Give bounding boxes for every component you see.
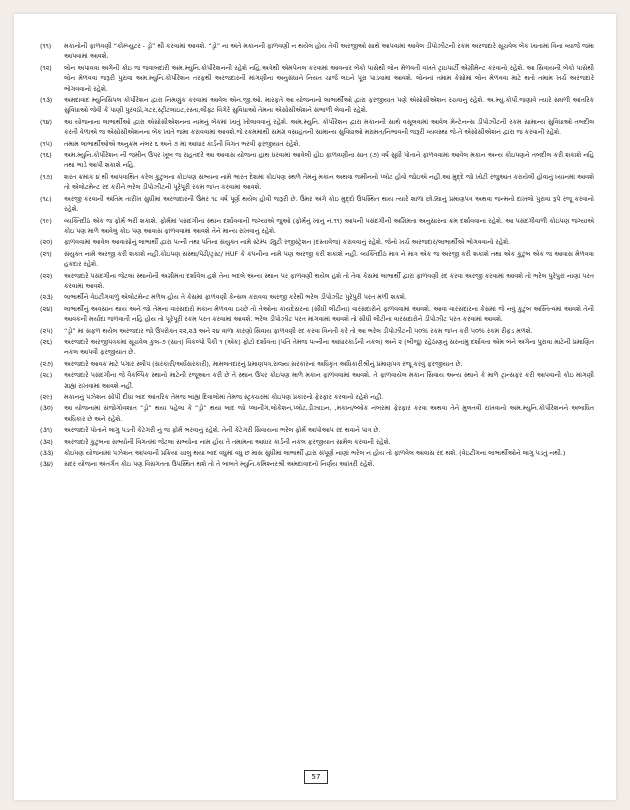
rule-text: મકાનનું પઝેશન સોંપી દીધા બાદ આંતરિક તેમજ બાહ્ય દિવાલોમાં તેમજ સ્ટ્રક્ચરમાં કોઇપણ પ્રકારનો ફેરફાર કરવાનો રહેશે નહીં. <box>64 394 384 401</box>
rule-item <box>40 449 594 459</box>
rule-text: તમામ લાભાર્થીઓએ અનુક્રમ નંબર ૬ અને ૭ માં આધાર કાર્ડની વિગત ભરવી ફરજીયાત રહેશે. <box>64 140 301 148</box>
rule-item <box>40 96 594 117</box>
rule-number: (૧૯) <box>40 217 52 225</box>
rule-number: (૧૨) <box>40 64 52 72</box>
rule-item <box>40 460 594 470</box>
rule-text: અરજદારે પોતાને લાગુ પડતી કેટેગરી નું જ ફોર્મ ભરવાનું રહેશે. તેની કેટેગરી સિવાયના ભરેલ ફોર્મ આપોઆપ રદ થવાને પાત્ર છે. <box>64 427 381 435</box>
rule-item <box>40 338 594 359</box>
rule-item <box>40 151 594 172</box>
rule-item <box>40 426 594 436</box>
rule-text: લોન અપાવવા અંગેની કોઇ જ જવાબદારી અમ.મ્યુનિ.કોર્પોરેશનની રહેશે નહિ.અત્રેથી એમપેનલ કરવામાં આવનાર બેંકો પાસેથી લોન મેળવતી વખતે ટ્રાઇપાર્ટી એગ્રીમેન્ટ કરવાનો રહેશે. આ સિવાયની બેંકો પાસેથી લોન મેળવવા જરૂરી પુરાવા અમ.મ્યુનિ.કોર્પોરેશન તરફથી અરજદારની માંગણીના અનુસંધાને નિયત ચાર્જ લઇને પૂરા પાડવામાં આવશે. લોનનાં તમામ કેસોમાં લોન મેળવવા માટે થતો તમામ ખર્ચ અરજદારે ભોગવવાનો રહેશે. <box>64 64 594 93</box>
rule-number: (૧૩) <box>40 97 53 105</box>
rule-number: (૩૩) <box>40 450 54 458</box>
rule-number: (૨૨) <box>40 272 53 280</box>
page-number: 57 <box>304 770 328 784</box>
rule-number: (૨૧) <box>40 250 52 258</box>
document-page <box>14 14 616 800</box>
rule-text: અમ.મ્યુનિ.કોર્પોરેશન ની જમીન ઉપર ખૂબ જ રાહતદરે આ આવાસ યોજના હાથ ધરવામાં આવેલી હોઇ ફાળવણીના સાત (૭) વર્ષ સુધી પોતાને ફાળવવામાં આવેલ મકાન અન્ય કોઇપણને તબદીલ કરી શકાશે નહિ તથા ભાડે આપી શકાશે નહિ. <box>64 152 594 170</box>
rule-item <box>40 305 594 326</box>
rule-text: આ યોજનાના લાભાર્થીઓ દ્વારા એસોસીએશનના નામનું બેંકમાં ખાતું ખોલાવવાનું રહેશે. અમ.મ્યુનિ. કોર્પોરેશન દ્વારા મકાનની સાથે વસૂલવામાં આવેલ મેન્ટેનન્સ ડીપોઝીટની રકમ સામાન્ય સુવિધાઓ તબદીલ કરતી વેળાએ જ એસોસીએશનના બેંક ખાતે જમા કરાવવામાં આવશે.જે રકમમાંથી સમગ્ર વસાહતની સામાન્ય સુવિધાઓ મરામત/નિભાવની જરૂરી વ્યવસ્થા જે-તે એસોસીએશન દ્વારા જ કરવાની રહેશે. <box>64 118 594 137</box>
rule-number: (૨૫) <box>40 327 53 335</box>
rule-number: (૨૪) <box>40 305 53 313</box>
rule-text: અરજી કરવાની અંતિમ તારીખ સુધીમાં અરજદારની ઉંમર ૧૮ વર્ષ પૂર્ણ થયેલ હોવી જરૂરી છે. ઉંમર અંગે કોઇ મુદ્દો ઉપસ્થિત થાય ત્યારે શાળા છોડ્યાનું પ્રમાણપત્ર અથવા જન્મનો દાખલો પુરાવા રૂપે રજૂ કરવાનો રહેશે. <box>64 195 594 214</box>
rule-item <box>40 327 594 337</box>
terms-list <box>40 42 594 472</box>
rule-text: અમદાવાદ મ્યુનિસિપલ કોર્પોરેશન દ્વારા નિમણુંક કરવામાં આવેલ એન.જી.ઓ. મારફતે આ યોજનાનો લાભાર્થીઓ દ્વારા ફરજીયાત પણે એસોસીએશન રચવાનું રહેશે. અ.મ્યુ.કોર્પો.જણાવે ત્યારે સઘળી આંતરિક સુવિધાઓ જેવી કે પાણી પુરવઠો,ગટર,સ્ટ્રીટલાઇટ,રસ્તા,લીફ્ટ વિગેરે સુવિધાઓ તેમના એસોસીએશને સંભાળી લેવાની રહેશે. <box>64 97 594 115</box>
rule-text: આ યોજનામાં સંજોગોવશાત “ડ્રો” થયા પહેલા કે “ડ્રો” થયા બાદ જો પ્લાનીંગ,લોકેશન,પ્લોટ,ડીઝાઇન, ,મકાન/બ્લોક નંબરમાં ફેરફાર કરવા અથવા તેને મુલતવી રાખવાનો અમ.મ્યુનિ.કોર્પોરેશનને અબાધિત અધિકાર છે અને રહેશે. <box>64 405 594 423</box>
rule-item <box>40 293 594 303</box>
rule-item <box>40 140 594 150</box>
rule-number: (૩૨) <box>40 438 53 446</box>
rule-text: શરત ક્રમાંક ૪ થી આપવાથિત કરેલ કુટુંબના કોઇપણ સભ્યના નામે ભારત દેશમાં કોઇપણ સ્થળે તેમનું મકાન અથવા જમીનનો પ્લોટ હોવો જોઇએ નહીં.આ મુદ્દે જો ખોટી રજુઆત કરાયેલી હોવાનું ધ્યાનમાં આવશે તો એલોટમેન્ટ રદ કરીને ભરેલ ડીપોઝીટની પૂરેપૂરી રકમ જપ્ત કરવામાં આવશે. <box>64 173 594 192</box>
rule-item <box>40 393 594 403</box>
rule-number: (૨૯) <box>40 394 53 401</box>
rule-number: (૨૩) <box>40 294 53 302</box>
rule-item <box>40 272 594 293</box>
rule-text: અરજદારે કુટુંબના સભ્યોની વિગતમાં જેટલા સભ્યોના નામ હોય તે તમામના આધાર કાર્ડની નકલ ફરજીયાત સામેલ કરવાની રહેશે. <box>64 438 391 446</box>
rule-number: (૨૮) <box>40 372 53 380</box>
rule-number: (૨૦) <box>40 239 53 247</box>
rule-number: (૩૦) <box>40 405 53 413</box>
rule-text: લાભાર્થીને વેઇટીંગવાળું એલોટમેન્ટ મળેલ હોય તે કેસમાં ફાળવણી કેન્સલ કરાવવા અરજી કરેથી ભરેલ ડીપોઝીટ પુરેપુરી પરત મળી શકશે. <box>64 294 407 302</box>
rule-number: (૩૧) <box>40 427 53 435</box>
rule-text: અરજદારે પસંદગીના જે વૈકલ્પિક સ્થાનો માટેની રજૂઆત કરી છે તે સ્થાન ઉપર કોઇપણ માળે મકાન ફાળવવામાં આવશે. તે ફાળવાયેલ મકાન સિવાય અન્ય સ્થાને કે માળે ટ્રાન્સફર કરી આપવાની કોઇ માંગણી ગ્રાહ્ય રાખવામાં આવશે નહીં. <box>64 372 594 390</box>
rule-item <box>40 371 594 392</box>
rule-item <box>40 404 594 425</box>
rule-item <box>40 195 594 216</box>
rule-text: સંયુક્ત નામે અરજી કરી શકાશે નહીં.કોઇપણ સંસ્થા/પેઢી/ટ્રસ્ટ/ HUF કે કંપનીના નામે પણ અરજી કરી શકાશે નહીં. વ્યક્તિદીઠ માત્ર ને માત્ર એક જ અરજી કરી શકાશે તથા એક કુટુંબ એક જ આવાસ મેળવવા હકદાર રહેશે. <box>64 250 594 269</box>
rule-text: અરજદારે આવક માટે પગાર સ્લીપ (સરકારી/અર્ધસરકારી), મામલતદારનું પ્રમાણપત્ર,રાજ્ય સરકારનાં અધિકૃત અધિકારીશ્રીનું પ્રમાણપત્ર રજૂ કરવું ફરજીયાત છે. <box>64 360 463 368</box>
rule-item <box>40 64 594 95</box>
rule-text: વ્યક્તિદીઠ એક જ ફોર્મ ભરી શકાશે. ફોર્મમાં પસંદગીના સ્થાન દર્શાવવાની જગ્યાએ જુઓ (ફોર્મનું ખાનું નં.૧૧) આપની પસંદગીની અગ્રિમતા અનુસારના ક્રમ દર્શાવવાના રહેશે. આ પસંદગીવાળી કોઇપણ જગ્યાએ કોઇ પણ માળે આવેલું કોઇ પણ આવાસ ફાળવવામાં આવશે તેને માન્ય રાખવાનું રહેશે. <box>64 217 594 235</box>
rule-number: (૨૭) <box>40 360 54 368</box>
rule-item <box>40 118 594 139</box>
rule-text: અરજદારે પસંદગીના જેટલા સ્થાનોની અગ્રીમતા દર્શાવેલ હશે તેના બદલે અન્ય સ્થાન પર ફાળવણી થયેલ હશે તો તેવા કેસમાં લાભાર્થી દ્વારા ફાળવણી રદ કરવા અરજી કરવામાં આવશે તો ભરેલ પુરેપુરાં નાણાં પરત કરવામાં આવશે. <box>64 272 594 290</box>
rule-text: મકાનોની ફાળવણી “કોમ્પ્યુટર - ડ્રો” થી કરવામાં આવશે. “ડ્રો” ના અંતે મકાનની ફાળવણી ન થયેલ હોય તેવી અરજીઓ સાથે આપવામાં આવેલ ડીપોઝીટની રકમ અરજદારે સૂચવેલ બેંક ખાતામાં વિના વ્યાજે જમા આપવામાં આવશે. <box>64 43 594 61</box>
rule-number: (૧૮) <box>40 195 52 203</box>
rule-text: લાભાર્થીનું અવસાન થાય અને જો તેમના વારસદારો મકાન મેળવવા ઇચ્છે તો તેઓના કાયદેસરના (સીધી લીટીના) વારસદારોને ફાળવવામાં આવશે. આવા વારસદારના કેસમાં જે નવું કુટુંબ અસ્તિત્વમાં આવશે તેની આવકની મર્યાદા જળવાતી નહિ હોય તો પૂરેપૂરી રકમ પરત કરવામાં આવશે. ભરેલ ડીપોઝીટ પરત માંગવામાં આવશે તો સીધી લીટીના વારસદારોને ડીપોઝીટ પરત કરવામાં આવશે. <box>64 305 594 324</box>
rule-item <box>40 42 594 63</box>
rule-number: (૩૪) <box>40 461 54 469</box>
rule-number: (૨૬) <box>40 338 53 346</box>
rule-text: અરજદારે અરજીપત્રકમાં સૂચવેલ કુલ-૭ (સાત) વિકલ્પો પૈકી ૧ (એક) ફોટો દર્શાવતા (પતિ તેમજ પત્નીના આધારકાર્ડની નકલ) અને ૨ (બીજું) રહેઠાણનું સરનામું દર્શાવતા એમ બંને અંગેના પુરાવા માટેની પ્રમાણિત નકલ આપવી ફરજીયાત છે. <box>64 338 594 357</box>
rule-number: (૧૭) <box>40 173 53 181</box>
rule-number: (૧૬) <box>40 152 52 160</box>
rule-text: ફાળવવામાં આવેલ આવાસોનું લાભાર્થી દ્વારા પત્ની તથા પતિના સંયુક્ત નામે સ્ટેમ્પ ડ્યુટી રજીસ્ટ્રેશન (દસ્તાવેજ) કરાવવાનું રહેશે. જેનો ખર્ચ અરજદાર/લાભાર્થીએ ભોગવવાનો રહેશે. <box>64 239 511 247</box>
rule-number: (૧૧) <box>40 43 52 50</box>
rule-number: (૧૫) <box>40 140 53 148</box>
rule-number: (૧૪) <box>40 118 52 126</box>
rule-item <box>40 173 594 194</box>
rule-text: “ડ્રો” માં સફળ થયેલ અરજદાર જો ઉપરોક્ત ૨૨,૨૩ અને ૨૪ વાળા કારણો સિવાય ફાળવણી રદ કરવા વિનંતી કરે તો આ ભરેલ ડીપોઝીટની ૫૦% રકમ જપ્ત કરી ૫૦% રકમ રીફંડ મળશે. <box>64 327 533 335</box>
rule-item <box>40 438 594 448</box>
rule-item <box>40 238 594 248</box>
rule-item <box>40 250 594 271</box>
rule-item <box>40 360 594 370</box>
rule-text: સદર યોજના અંતર્ગત કોઇ પણ વિસંગતતા ઉપસ્થિત થશે તો તે બાબતે મ્યુનિ.કમિશ્નરશ્રી અમદાવાદનો નિર્ણય આખરી રહેશે. <box>64 461 375 469</box>
rule-text: કોઇપણ યોજનામાં પઝેશન આપવાની પ્રક્રિયા ચાલુ થયા બાદ વધુમાં વધુ છ માસ સુધીમાં લાભાર્થી દ્વારા સંપૂર્ણ નાણાં ભરેલ ન હોય તો ફાળવેલ આવાસ રદ થશે. (વેઇટીંગના લાભાર્થીઓને લાગુ પડતું નથી.) <box>64 450 566 458</box>
rule-item <box>40 217 594 238</box>
